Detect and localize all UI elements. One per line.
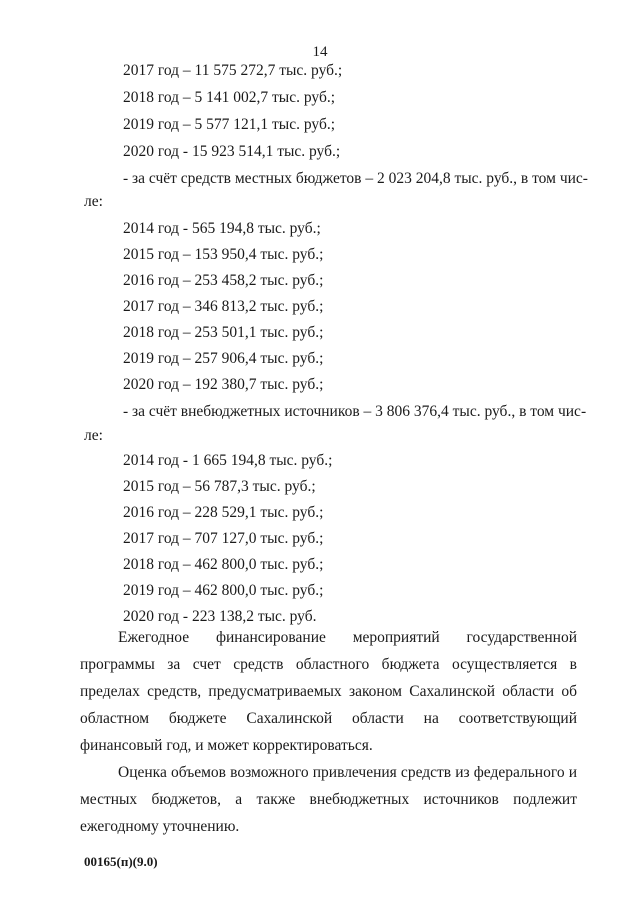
- local-year-2016: 2016 год – 253 458,2 тыс. руб.;: [123, 272, 324, 289]
- extrabudget-year-2016: 2016 год – 228 529,1 тыс. руб.;: [123, 504, 324, 521]
- local-year-2019: 2019 год – 257 906,4 тыс. руб.;: [123, 350, 324, 367]
- local-year-2017: 2017 год – 346 813,2 тыс. руб.;: [123, 298, 324, 315]
- document-code: 00165(п)(9.0): [84, 854, 158, 869]
- paragraph-annual-funding-text: Ежегодное финансирование мероприятий государственной программы за счет средств областного бюджета осуществляется в пределах средств, предусматриваемых законом Сахалинской области об областном бюджете Сахалинской области на соответствующий финансовый год, и может корректироваться.: [80, 629, 577, 754]
- extrabudget-year-2020: 2020 год - 223 138,2 тыс. руб.: [123, 608, 317, 625]
- paragraph-annual-funding: [80, 624, 577, 759]
- local-year-2020: 2020 год – 192 380,7 тыс. руб.;: [123, 376, 324, 393]
- extrabudget-intro: - за счёт внебюджетных источников – 3 806 376,4 тыс. руб., в том чис-: [123, 403, 587, 420]
- local-budget-intro: - за счёт средств местных бюджетов – 2 023 204,8 тыс. руб., в том чис-: [123, 170, 588, 187]
- page-number: 14: [312, 44, 328, 60]
- extrabudget-intro-cont: ле:: [84, 427, 103, 444]
- federal-year-2019: 2019 год – 5 577 121,1 тыс. руб.;: [123, 116, 336, 133]
- federal-year-2018: 2018 год – 5 141 002,7 тыс. руб.;: [123, 89, 336, 106]
- local-year-2018: 2018 год – 253 501,1 тыс. руб.;: [123, 324, 324, 341]
- extrabudget-year-2018: 2018 год – 462 800,0 тыс. руб.;: [123, 556, 324, 573]
- paragraph-estimate-text: Оценка объемов возможного привлечения средств из федерального и местных бюджетов, а также внебюджетных источников подлежит ежегодному уточнению.: [80, 764, 577, 835]
- local-year-2014: 2014 год - 565 194,8 тыс. руб.;: [123, 220, 321, 237]
- federal-year-2020: 2020 год - 15 923 514,1 тыс. руб.;: [123, 143, 341, 160]
- local-budget-intro-cont: ле:: [84, 193, 103, 210]
- extrabudget-year-2015: 2015 год – 56 787,3 тыс. руб.;: [123, 478, 316, 495]
- extrabudget-year-2017: 2017 год – 707 127,0 тыс. руб.;: [123, 530, 324, 547]
- local-year-2015: 2015 год – 153 950,4 тыс. руб.;: [123, 246, 324, 263]
- extrabudget-year-2019: 2019 год – 462 800,0 тыс. руб.;: [123, 582, 324, 599]
- extrabudget-year-2014: 2014 год - 1 665 194,8 тыс. руб.;: [123, 452, 333, 469]
- federal-year-2017: 2017 год – 11 575 272,7 тыс. руб.;: [123, 62, 343, 79]
- paragraph-estimate: [80, 759, 577, 840]
